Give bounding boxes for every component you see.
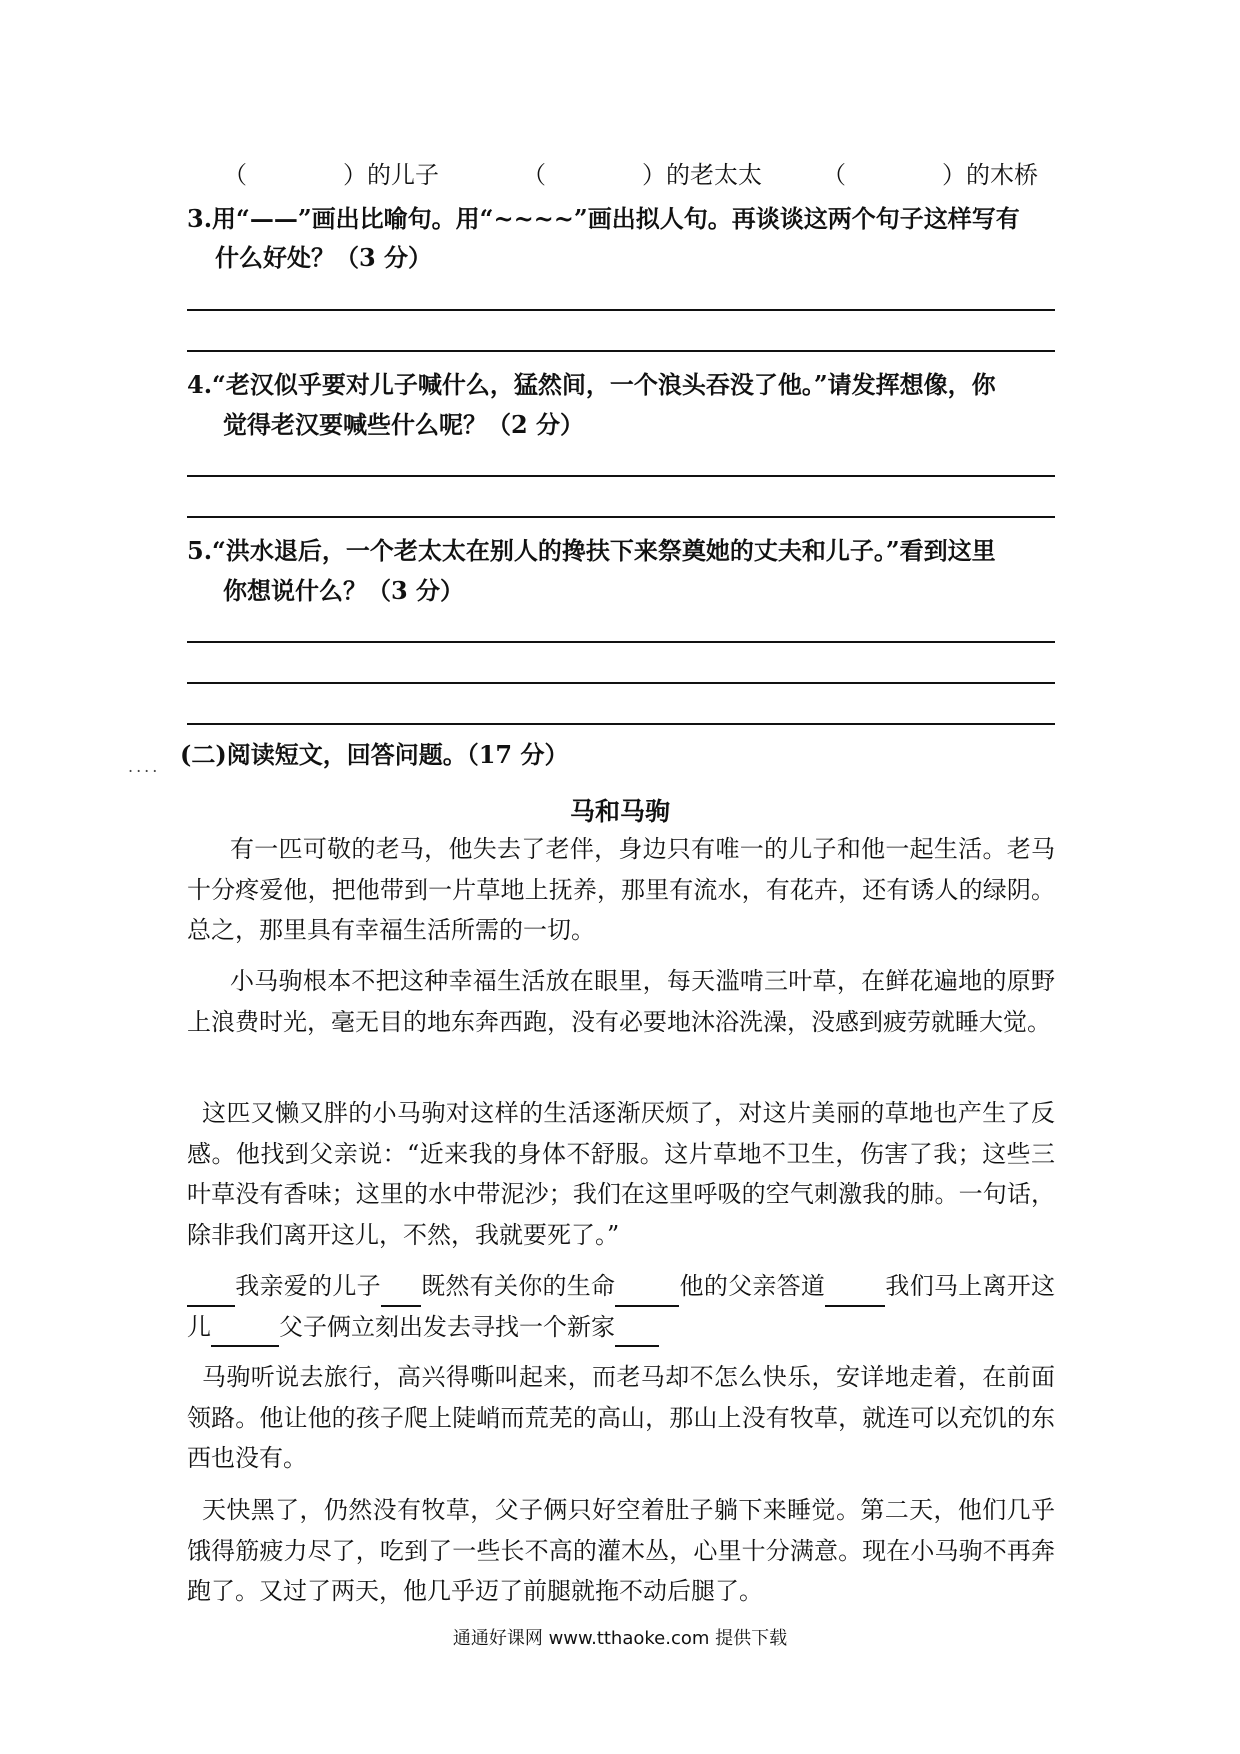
q5-prompt-line2: 你想说什么？（3 分）	[223, 576, 465, 605]
punctuation-blank-3[interactable]	[615, 1281, 679, 1307]
q5-answer-line-1[interactable]	[187, 641, 1055, 643]
q3-prompt-line1: 3.用“——”画出比喻句。用“~~~~”画出拟人句。再谈谈这两个句子这样写有	[187, 204, 1020, 233]
story-paragraph-6: 天快黑了，仍然没有牧草，父子俩只好空着肚子躺下来睡觉。第二天，他们几乎饿得筋疲力尽了，吃到了一些长不高的灌木丛，心里十分满意。现在小马驹不再奔跑了。又过了两天，他几乎迈了前腿就拖不动后腿了。	[187, 1496, 1055, 1605]
p4-segment-4: 我们马上离开这儿	[187, 1272, 1056, 1341]
story-paragraph-5: 马驹听说去旅行，高兴得嘶叫起来，而老马却不怎么快乐，安详地走着，在前面领路。他让他的孩子爬上陡峭而荒芜的高山，那山上没有牧草，就连可以充饥的东西也没有。	[187, 1363, 1055, 1472]
page-footer: 通通好课网 www.tthaoke.com 提供下载	[452, 1628, 788, 1649]
scan-dots: ....	[128, 757, 161, 776]
q5-answer-line-3[interactable]	[187, 723, 1055, 725]
q3-prompt-line2: 什么好处？（3 分）	[215, 243, 433, 272]
p4-segment-2: 既然有关你的生命	[420, 1272, 616, 1300]
story-paragraph-3: 这匹又懒又胖的小马驹对这样的生活逐渐厌烦了，对这片美丽的草地也产生了反感。他找到父亲说：“近来我的身体不舒服。这片草地不卫生，伤害了我；这些三叶草没有香味；这里的水中带泥沙；我们在这里呼吸的空气刺激我的肺。一句话，除非我们离开这儿，不然，我就要死了。”	[187, 1099, 1055, 1249]
punctuation-blank-1[interactable]	[187, 1281, 235, 1307]
q5-prompt-line1: 5.“洪水退后，一个老太太在别人的搀扶下来祭奠她的丈夫和儿子。”看到这里	[187, 536, 996, 565]
punctuation-blank-4[interactable]	[825, 1281, 885, 1307]
punctuation-blank-6[interactable]	[615, 1321, 659, 1347]
punctuation-blank-2[interactable]	[381, 1281, 421, 1307]
p4-segment-1: 我亲爱的儿子	[235, 1272, 381, 1300]
q2-item-wooden-bridge: （ ）的木桥	[822, 161, 1038, 189]
punctuation-blank-5[interactable]	[211, 1321, 279, 1347]
section-heading: (二)阅读短文，回答问题。（17 分）	[180, 740, 569, 769]
story-paragraph-1: 有一匹可敬的老马，他失去了老伴，身边只有唯一的儿子和他一起生活。老马十分疼爱他，把他带到一片草地上抚养，那里有流水，有花卉，还有诱人的绿阴。总之，那里具有幸福生活所需的一切。	[187, 835, 1055, 944]
q2-item-son: （ ）的儿子	[223, 161, 439, 189]
story-title: 马和马驹	[569, 797, 670, 826]
q5-answer-line-2[interactable]	[187, 682, 1055, 684]
q4-answer-line-2[interactable]	[187, 516, 1055, 518]
p4-segment-5: 父子俩立刻出发去寻找一个新家	[279, 1312, 615, 1341]
q4-answer-line-1[interactable]	[187, 475, 1055, 477]
story-paragraph-2: 小马驹根本不把这种幸福生活放在眼里，每天滥啃三叶草，在鲜花遍地的原野上浪费时光，毫无目的地东奔西跑，没有必要地沐浴洗澡，没感到疲劳就睡大觉。	[187, 967, 1055, 1036]
q2-item-old-woman: （ ）的老太太	[522, 161, 762, 189]
q3-answer-line-2[interactable]	[187, 350, 1055, 352]
q4-prompt-line2: 觉得老汉要喊些什么呢？（2 分）	[223, 410, 585, 439]
story-paragraph-4-punctuation	[187, 1266, 1055, 1347]
q4-prompt-line1: 4.“老汉似乎要对儿子喊什么，猛然间，一个浪头吞没了他。”请发挥想像，你	[187, 370, 996, 399]
q3-answer-line-1[interactable]	[187, 309, 1055, 311]
p4-segment-3: 他的父亲答道	[679, 1272, 826, 1300]
